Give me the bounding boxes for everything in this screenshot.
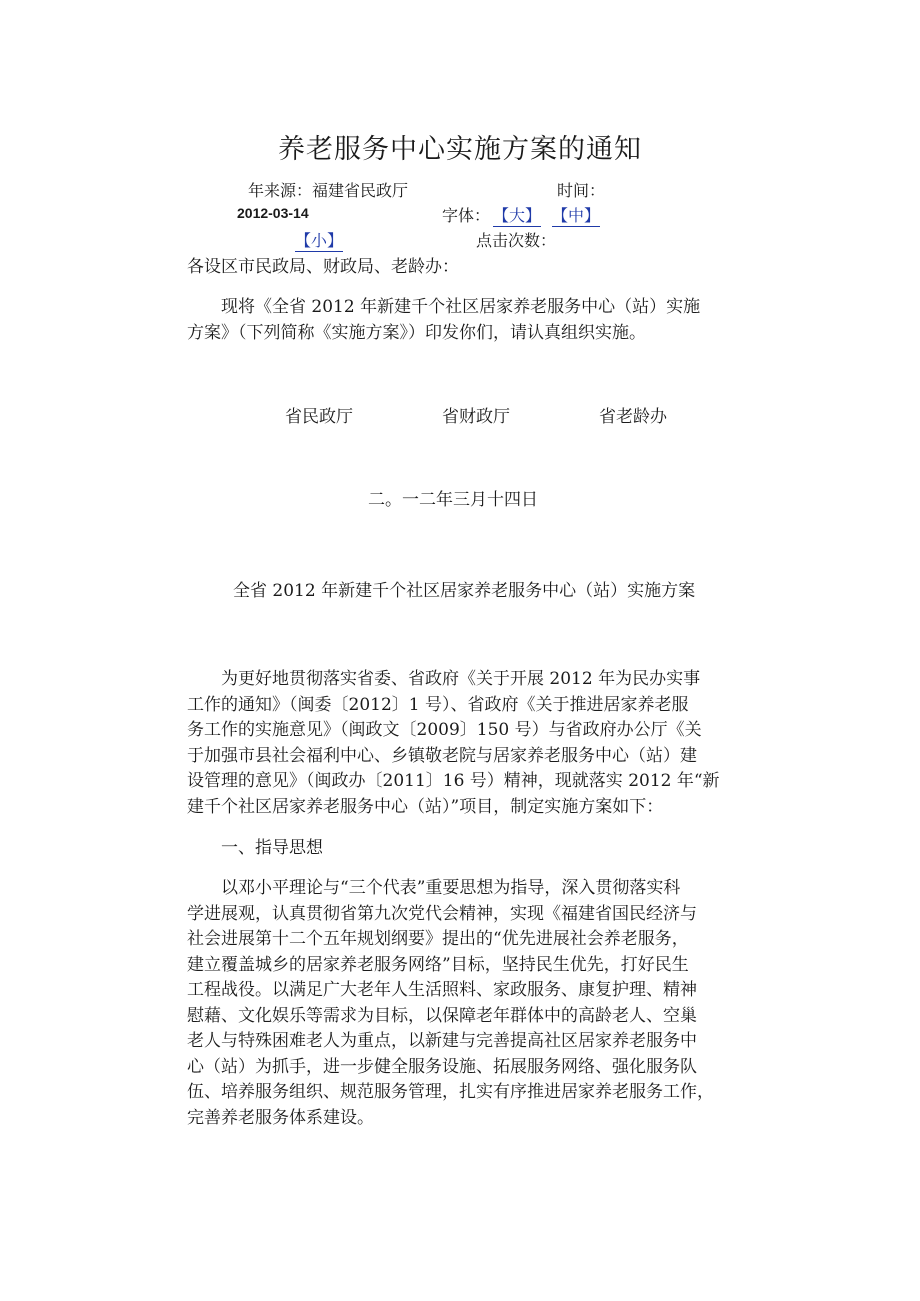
paragraph-line: 建立覆盖城乡的居家养老服务网络”目标，坚持民生优先，打好民生 [187,954,689,975]
paragraph-line: 于加强市县社会福利中心、乡镇敬老院与居家养老服务中心（站）建 [187,745,697,766]
source-label: 年来源：福建省民政厅 [248,181,409,200]
paragraph-line: 心（站）为抓手，进一步健全服务设施、拓展服务网络、强化服务队 [187,1056,697,1077]
paragraph-line: 为更好地贯彻落实省委、省政府《关于开展 2012 年为民办实事 [221,669,701,689]
signatory-finance: 省财政厅 [442,407,510,427]
intro-paragraph [187,295,747,346]
body-paragraph-2 [187,876,747,1131]
font-small-link[interactable]: 【小】 [295,228,343,252]
paragraph-line: 以邓小平理论与“三个代表”重要思想为指导，深入贯彻落实科 [221,878,681,898]
paragraph-line: 设管理的意见》（闽政办〔2011〕16 号）精神，现就落实 2012 年“新 [187,771,720,791]
paragraph-line: 工作的通知》（闽委〔2012〕1 号）、省政府《关于推进居家养老服 [187,694,689,715]
section-heading-1: 一、指导思想 [221,838,323,858]
paragraph-line: 建千个社区居家养老服务中心（站）”项目，制定实施方案如下： [187,796,664,817]
signatory-civil-affairs: 省民政厅 [285,407,353,427]
intro-line: 方案》（下列简称《实施方案》）印发你们，请认真组织实施。 [187,322,646,343]
time-label: 时间： [557,181,606,200]
paragraph-line: 伍、培养服务组织、规范服务管理，扎实有序推进居家养老服务工作， [187,1082,714,1102]
paragraph-line: 完善养老服务体系建设。 [187,1107,374,1128]
click-count-label: 点击次数： [476,231,557,250]
paragraph-line: 社会进展第十二个五年规划纲要》提出的“优先进展社会养老服务， [187,929,689,949]
intro-line: 现将《全省 2012 年新建千个社区居家养老服务中心（站）实施 [221,297,701,317]
sign-date: 二。一二年三月十四日 [368,490,538,510]
page-title: 养老服务中心实施方案的通知 [278,134,642,165]
paragraph-line: 老人与特殊困难老人为重点，以新建与完善提高社区居家养老服务中 [187,1031,697,1051]
paragraph-line: 工程战役。以满足广大老年人生活照料、家政服务、康复护理、精神 [187,980,697,1000]
font-medium-link[interactable]: 【中】 [552,203,600,227]
paragraph-line: 慰藉、文化娱乐等需求为目标，以保障老年群体中的高龄老人、空巢 [187,1005,697,1026]
paragraph-line: 务工作的实施意见》（闽政文〔2009〕150 号）与省政府办公厅《关 [187,720,702,740]
plan-title: 全省 2012 年新建千个社区居家养老服务中心（站）实施方案 [233,581,696,601]
recipients: 各设区市民政局、财政局、老龄办： [187,257,459,277]
body-paragraph-1 [187,667,747,820]
paragraph-line: 学进展观，认真贯彻省第九次党代会精神，实现《福建省国民经济与 [187,903,697,924]
font-large-link[interactable]: 【大】 [493,203,541,227]
font-size-label: 字体： [442,206,491,225]
publish-date: 2012-03-14 [237,205,309,221]
signatory-aging-office: 省老龄办 [599,407,667,427]
